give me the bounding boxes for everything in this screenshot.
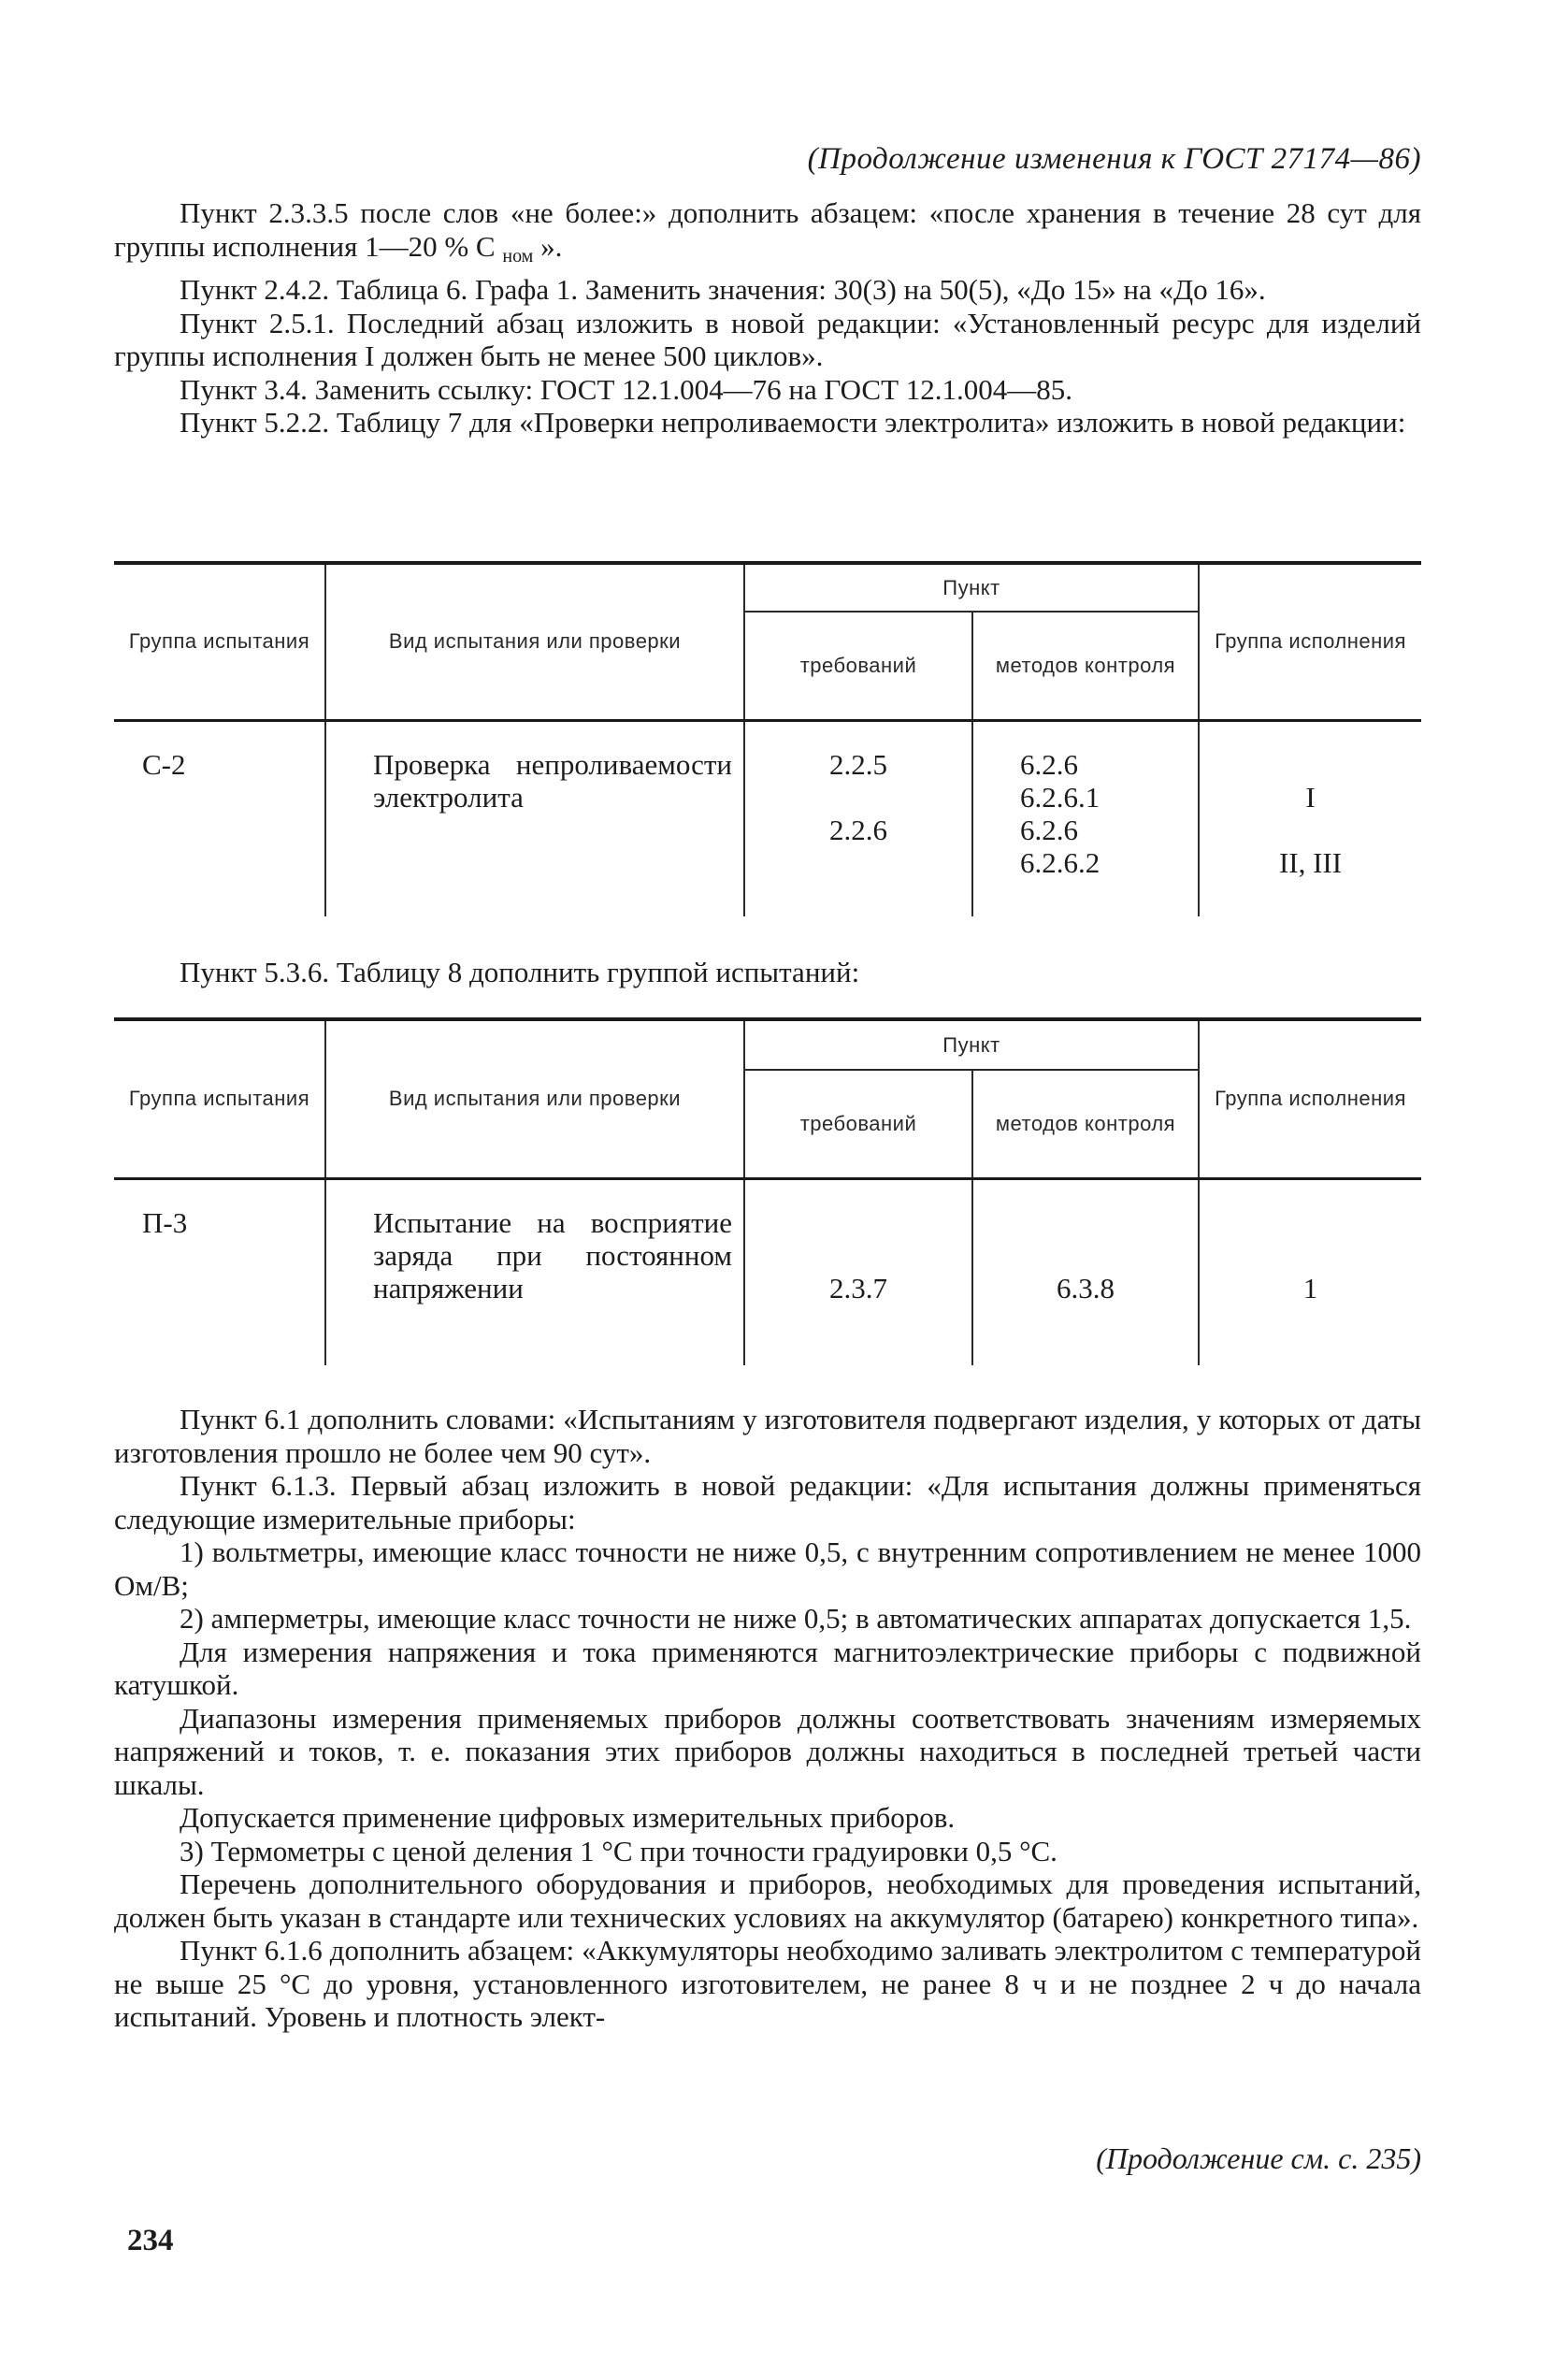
cell-test: Проверка непроливаемости электролита [325,720,744,916]
cell-methods: 6.2.6 6.2.6.1 6.2.6 6.2.6.2 [972,720,1199,916]
cell-exec: 1 [1199,1178,1421,1365]
list-item-voltmeters: 1) вольтметры, имеющие класс точности не ниже 0,5, с внутренним сопротивлением не менее 1000 Ом/В; [114,1535,1421,1602]
paragraph-6-1: Пункт 6.1 дополнить словами: «Испытаниям у изготовителя подвергают изделия, у которых от даты изготовления прошло не более чем 90 сут». [114,1403,1421,1469]
header-test-type: Вид испытания или проверки [325,1019,744,1178]
running-header: (Продолжение изменения к ГОСТ 27174—86) [807,142,1421,176]
paragraph-ranges: Диапазоны измерения применяемых приборов должны соответствовать значениям измеряемых напряжений и токов, т. е. показания этих приборов должны находиться в последней третьей части шкалы. [114,1701,1421,1801]
header-requirements: требований [744,1070,972,1178]
header-group-test: Группа испытания [114,563,325,720]
paragraph-equipment: Перечень дополнительного оборудования и приборов, необходимых для проведения испытаний, должен быть указан в стандарте или технических условиях на аккумулятор (батарею) конкретного типа». [114,1867,1421,1934]
table-7 [114,561,1421,916]
paragraph-5-3-6-block [114,956,1421,989]
table-row [114,720,1421,916]
page-number: 234 [127,2224,174,2257]
header-control-methods: методов контроля [972,612,1199,720]
section-6-paragraphs [114,1403,1421,2034]
paragraph-digital: Допускается применение цифровых измерительных приборов. [180,1801,956,1834]
header-punkt: Пункт [744,1019,1199,1070]
header-requirements: требований [744,612,972,720]
cell-test: Испытание на восприятие заряда при постоянном напряжении [325,1178,744,1365]
header-group-exec: Группа исполнения [1199,563,1421,720]
header-punkt: Пункт [744,563,1199,612]
header-test-type: Вид испытания или проверки [325,563,744,720]
continuation-note: (Продолжение см. с. 235) [1096,2141,1421,2175]
paragraph-3-4: Пункт 3.4. Заменить ссылку: ГОСТ 12.1.004—76 на ГОСТ 12.1.004—85. [180,372,1073,406]
cell-group: П-3 [114,1178,325,1365]
paragraph-2-4-2: Пункт 2.4.2. Таблица 6. Графа 1. Заменить значения: 30(3) на 50(5), «До 15» на «До 16». [180,273,1266,306]
paragraph-6-1-3: Пункт 6.1.3. Первый абзац изложить в новой редакции: «Для испытания должны применяться следующие измерительные приборы: [114,1469,1421,1535]
intro-paragraphs [114,196,1421,440]
header-group-test: Группа испытания [114,1019,325,1178]
header-control-methods: методов контроля [972,1070,1199,1178]
paragraph-6-1-6: Пункт 6.1.6 дополнить абзацем: «Аккумуляторы необходимо заливать электролитом с температурой не выше 25 °С до уровня, установленного изготовителем, не ранее 8 ч и не позднее 2 ч до начала испытаний. Уровень и плотность элект- [114,1934,1421,2033]
cell-requirements: 2.3.7 [744,1178,972,1365]
cell-methods: 6.3.8 [972,1178,1199,1365]
paragraph-2-5-1: Пункт 2.5.1. Последний абзац изложить в новой редакции: «Установленный ресурс для изделий группы исполнения I должен быть не менее 500 циклов». [114,306,1421,372]
table-row [114,1178,1421,1365]
table-8 [114,1017,1421,1365]
paragraph-5-3-6: Пункт 5.3.6. Таблицу 8 дополнить группой испытаний: [180,956,860,988]
cell-group: С-2 [114,720,325,916]
list-item-thermometers: 3) Термометры с ценой деления 1 °С при точности градуировки 0,5 °С. [180,1834,1057,1867]
cell-exec: I II, III [1199,720,1421,916]
paragraph-2-3-3-5: Пункт 2.3.3.5 после слов «не более:» дополнить абзацем: «после хранения в течение 28 сут для группы исполнения 1—20 % С $_{ном}$ ». [114,196,1421,267]
list-item-ammeters: 2) амперметры, имеющие класс точности не ниже 0,5; в автоматических аппаратах допускается 1,5. [180,1602,1412,1635]
cell-requirements: 2.2.5 2.2.6 [744,720,972,916]
paragraph-measurement: Для измерения напряжения и тока применяются магнитоэлектрические приборы с подвижной катушкой. [114,1635,1421,1701]
paragraph-5-2-2: Пункт 5.2.2. Таблицу 7 для «Проверки непроливаемости электролита» изложить в новой редакции: [180,406,1406,439]
header-group-exec: Группа исполнения [1199,1019,1421,1178]
